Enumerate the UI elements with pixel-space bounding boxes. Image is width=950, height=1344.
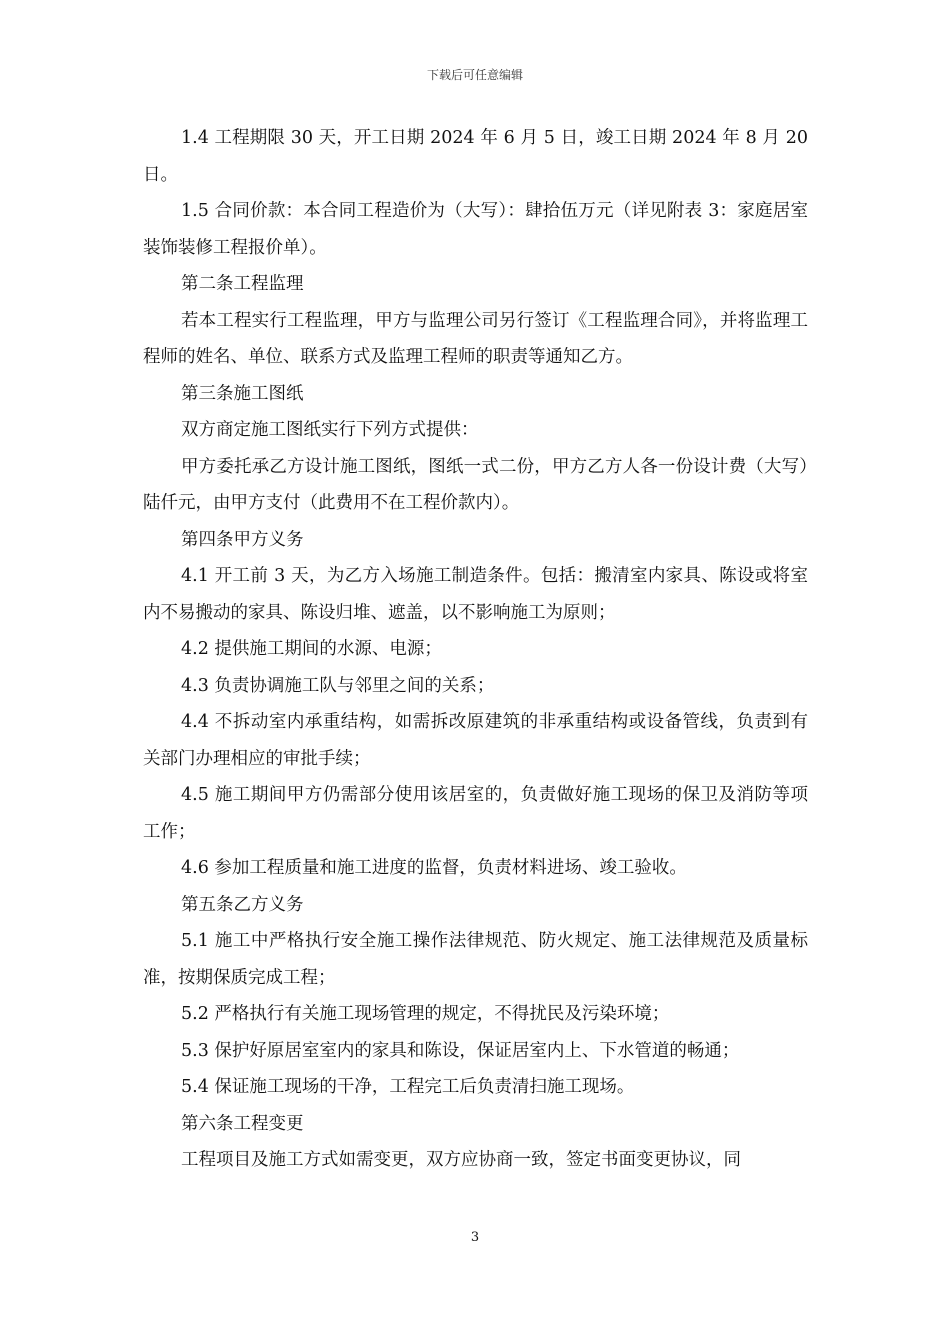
page-number: 3 xyxy=(470,1230,480,1245)
paragraph-1-4-duration: 1.4 工程期限 30 天，开工日期 2024 年 6 月 5 日，竣工日期 2024 年 8 月 20 日。 xyxy=(143,128,808,185)
page-header: 下载后可任意编辑 xyxy=(426,68,523,82)
paragraph-5-4: 5.4 保证施工现场的干净，工程完工后负责清扫施工现场。 xyxy=(181,1077,635,1097)
paragraph-4-1: 4.1 开工前 3 天，为乙方入场施工制造条件。包括：搬清室内家具、陈设或将室内不易搬动的家具、陈设归堆、遮盖，以不影响施工为原则； xyxy=(143,566,808,623)
paragraph-supervision: 若本工程实行工程监理，甲方与监理公司另行签订《工程监理合同》，并将监理工程师的姓名、单位、联系方式及监理工程师的职责等通知乙方。 xyxy=(143,310,808,367)
paragraph-changes: 工程项目及施工方式如需变更，双方应协商一致，签定书面变更协议，同 xyxy=(181,1150,741,1170)
paragraph-4-6: 4.6 参加工程质量和施工进度的监督，负责材料进场、竣工验收。 xyxy=(181,858,687,878)
paragraph-4-5: 4.5 施工期间甲方仍需部分使用该居室的，负责做好施工现场的保卫及消防等项工作； xyxy=(143,785,808,842)
section-heading-article-5: 第五条乙方义务 xyxy=(181,894,304,915)
paragraph-4-4: 4.4 不拆动室内承重结构，如需拆改原建筑的非承重结构或设备管线，负责到有关部门办理相应的审批手续； xyxy=(143,712,808,769)
paragraph-4-2: 4.2 提供施工期间的水源、电源； xyxy=(181,639,442,659)
paragraph-5-2: 5.2 严格执行有关施工现场管理的规定，不得扰民及污染环境； xyxy=(181,1004,670,1024)
section-heading-article-4: 第四条甲方义务 xyxy=(181,529,304,550)
paragraph-5-1: 5.1 施工中严格执行安全施工操作法律规范、防火规定、施工法律规范及质量标准，按期保质完成工程； xyxy=(143,931,808,988)
paragraph-4-3: 4.3 负责协调施工队与邻里之间的关系； xyxy=(181,675,495,696)
section-heading-article-2: 第二条工程监理 xyxy=(181,274,304,294)
paragraph-1-5-price: 1.5 合同价款：本合同工程造价为（大写）：肆拾伍万元（详见附表 3：家庭居室装饰装修工程报价单）。 xyxy=(143,201,808,258)
paragraph-5-3: 5.3 保护好原居室室内的家具和陈设，保证居室内上、下水管道的畅通； xyxy=(181,1040,740,1061)
section-heading-article-3: 第三条施工图纸 xyxy=(181,383,304,404)
paragraph-drawings-intro: 双方商定施工图纸实行下列方式提供： xyxy=(181,420,479,440)
section-heading-article-6: 第六条工程变更 xyxy=(181,1113,304,1134)
document-body xyxy=(143,120,808,1179)
paragraph-drawings-detail: 甲方委托承乙方设计施工图纸，图纸一式二份，甲方乙方人各一份设计费（大写）陆仟元，由甲方支付（此费用不在工程价款内）。 xyxy=(143,456,808,513)
